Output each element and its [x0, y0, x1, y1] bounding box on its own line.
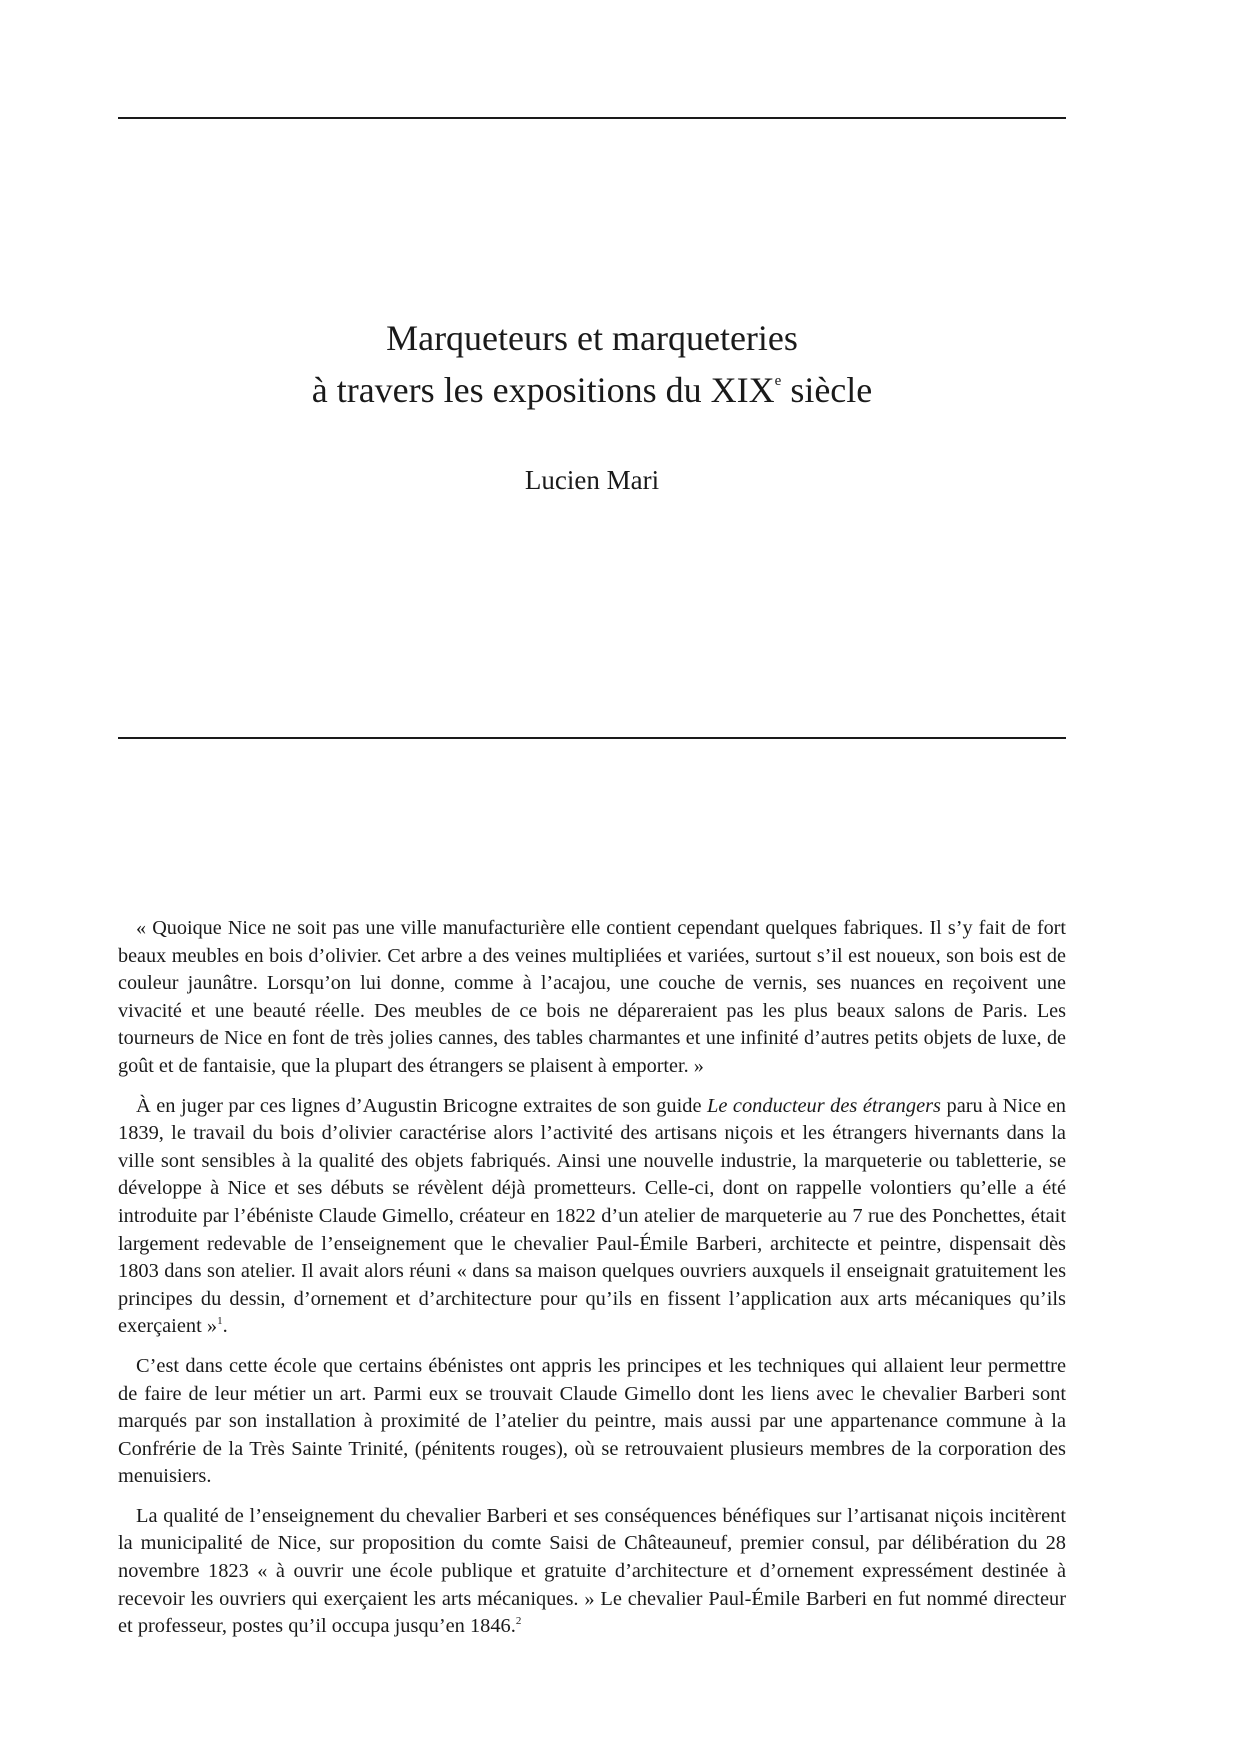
title-line-2-end: siècle: [781, 370, 873, 410]
paragraph-1-body: paru à Nice en 1839, le travail du bois d’olivier caractérise alors l’activité des artisans niçois et les étrangers hivernants dans la ville sont sensibles à la qualité des objets fabriqués. Ainsi une nouvelle industrie, la marqueterie ou tabletterie, se développe à Nice et ses débuts se révèlent déjà prometteurs. Celle-ci, dont on rappelle volontiers qu’elle a été introduite par l’ébéniste Claude Gimello, créateur en 1822 d’un atelier de marqueterie au 7 rue des Ponchettes, était largement redevable de l’enseignement que le chevalier Paul-Émile Barberi, architecte et peintre, dispensait dès 1803 dans son atelier. Il avait alors réuni « dans sa maison quelques ouvriers auxquels il enseignait gratuitement les principes du dessin, d’ornement et d’architecture pour qu’ils en fissent l’application aux arts mécaniques qu’ils exerçaient »: [118, 1094, 1067, 1338]
body-text: [118, 915, 1066, 1653]
paragraph-2: C’est dans cette école que certains ébénistes ont appris les principes et les techniques qui allaient leur permettre de faire de leur métier un art. Parmi eux se trouvait Claude Gimello dont les liens avec le chevalier Barberi sont marqués par son installation à proximité de l’atelier du peintre, mais aussi par une appartenance commune à la Confrérie de la Très Sainte Trinité, (pénitents rouges), où se retrouvaient plusieurs membres de la corporation des menuisiers.: [118, 1354, 1066, 1488]
footnote-ref-2[interactable]: 2: [515, 1615, 522, 1628]
paragraph-3-body: La qualité de l’enseignement du chevalier Barberi et ses conséquences bénéfiques sur l’artisanat niçois incitèrent la municipalité de Nice, sur proposition du comte Saisi de Châteauneuf, premier consul, par délibération du 28 novembre 1823 « à ouvrir une école publique et gratuite d’architecture et d’ornement expressément destinée à recevoir les ouvriers qui exerçaient les arts mécaniques. » Le chevalier Paul-Émile Barberi en fut nommé directeur et professeur, postes qu’il occupa jusqu’en 1846.: [118, 1504, 1066, 1638]
paragraph-3: [118, 1503, 1066, 1641]
title-superscript: e: [774, 373, 782, 389]
paragraph-1: [118, 1093, 1066, 1341]
title-line-2: [118, 364, 1066, 416]
book-title: Le conducteur des étrangers: [707, 1094, 941, 1117]
top-rule: [118, 117, 1066, 119]
paragraph-1-start: À en juger par ces lignes d’Augustin Bricogne extraites de son guide: [136, 1094, 708, 1117]
footnote-ref-1[interactable]: 1: [217, 1315, 223, 1328]
title-line-2-text: à travers les expositions du XIX: [311, 370, 775, 410]
epigraph-quote: « Quoique Nice ne soit pas une ville manufacturière elle contient cependant quelques fabriques. Il s’y fait de fort beaux meubles en bois d’olivier. Cet arbre a des veines multipliées et variées, surtout s’il est noueux, son bois est de couleur jaunâtre. Lorsqu’on lui donne, comme à l’acajou, une couche de vernis, ses nuances en reçoivent une vivacité et une beauté réelle. Des meubles de ce bois ne dépareraient pas les plus beaux salons de Paris. Les tourneurs de Nice en font de très jolies cannes, des tables charmantes et une infinité d’autres petits objets de luxe, de goût et de fantaisie, que la plupart des étrangers se plaisent à emporter. »: [118, 917, 1066, 1077]
author-name: Lucien Mari: [524, 465, 660, 495]
title-line-1: Marqueteurs et marqueteries: [386, 318, 798, 358]
paragraph-1-end: .: [222, 1315, 228, 1338]
title-block: [118, 312, 1066, 416]
bottom-rule: [118, 737, 1066, 739]
